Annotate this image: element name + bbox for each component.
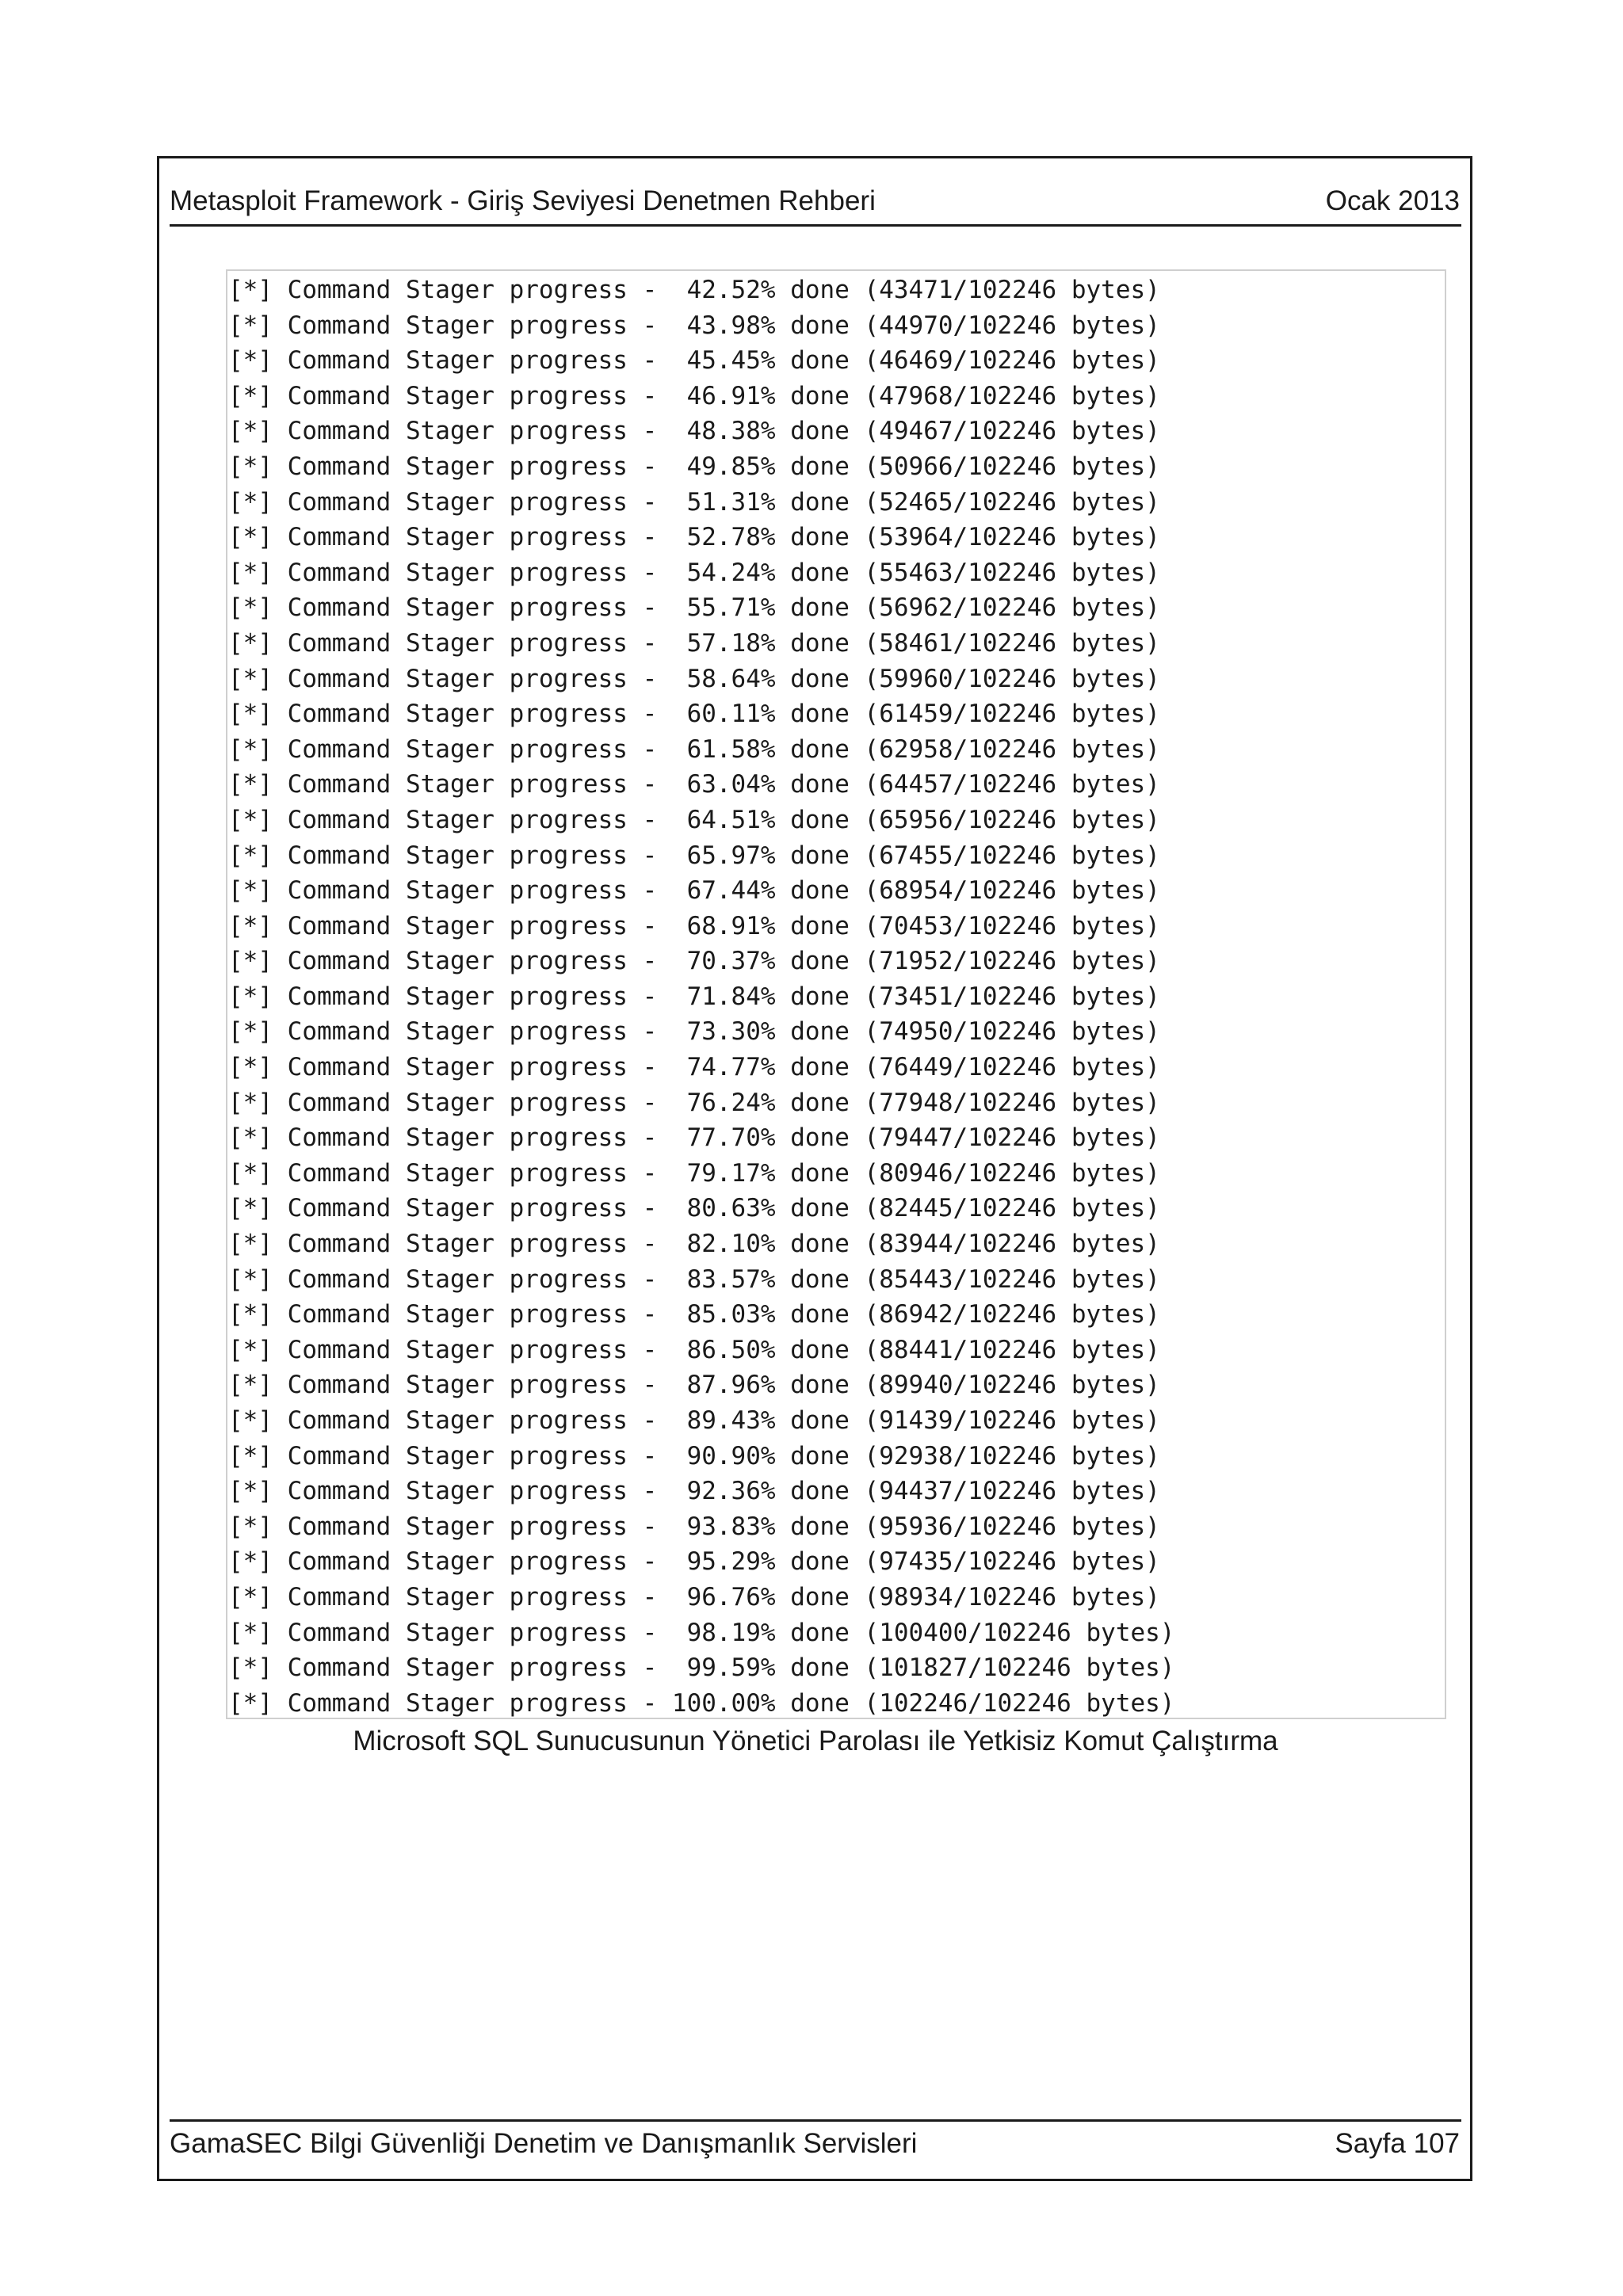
page-number: Sayfa 107 [1335,2128,1460,2159]
code-line: [*] Command Stager progress - 73.30% done (74950/102246 bytes) [228,1017,1160,1047]
code-line: [*] Command Stager progress - 76.24% done (77948/102246 bytes) [228,1088,1160,1117]
code-line: [*] Command Stager progress - 57.18% done (58461/102246 bytes) [228,628,1160,658]
code-line: [*] Command Stager progress - 63.04% done (64457/102246 bytes) [228,770,1160,799]
code-line: [*] Command Stager progress - 77.70% done (79447/102246 bytes) [228,1123,1160,1153]
code-line: [*] Command Stager progress - 100.00% done (102246/102246 bytes) [228,1688,1175,1718]
code-line: [*] Command Stager progress - 89.43% done (91439/102246 bytes) [228,1406,1160,1435]
code-line: [*] Command Stager progress - 68.91% done (70453/102246 bytes) [228,911,1160,940]
code-line: [*] Command Stager progress - 52.78% done (53964/102246 bytes) [228,523,1160,552]
code-line: [*] Command Stager progress - 80.63% done (82445/102246 bytes) [228,1194,1160,1223]
code-line: [*] Command Stager progress - 45.45% done (46469/102246 bytes) [228,346,1160,376]
code-line: [*] Command Stager progress - 87.96% done (89940/102246 bytes) [228,1371,1160,1400]
code-line: [*] Command Stager progress - 86.50% done (88441/102246 bytes) [228,1335,1160,1364]
code-line: [*] Command Stager progress - 64.51% done (65956/102246 bytes) [228,805,1160,834]
footer-divider [170,2119,1461,2122]
code-line: [*] Command Stager progress - 65.97% done (67455/102246 bytes) [228,841,1160,870]
code-line: [*] Command Stager progress - 98.19% done (100400/102246 bytes) [228,1618,1175,1647]
code-line: [*] Command Stager progress - 82.10% done (83944/102246 bytes) [228,1230,1160,1259]
code-line: [*] Command Stager progress - 99.59% done (101827/102246 bytes) [228,1653,1175,1683]
code-line: [*] Command Stager progress - 90.90% done (92938/102246 bytes) [228,1441,1160,1470]
code-line: [*] Command Stager progress - 43.98% done (44970/102246 bytes) [228,311,1160,340]
code-line: [*] Command Stager progress - 51.31% done (52465/102246 bytes) [228,487,1160,517]
code-line: [*] Command Stager progress - 46.91% done (47968/102246 bytes) [228,381,1160,410]
code-line: [*] Command Stager progress - 48.38% done (49467/102246 bytes) [228,417,1160,446]
code-line: [*] Command Stager progress - 93.83% done (95936/102246 bytes) [228,1512,1160,1541]
code-line: [*] Command Stager progress - 60.11% done (61459/102246 bytes) [228,700,1160,729]
page-header [170,181,1460,222]
code-line: [*] Command Stager progress - 92.36% done (94437/102246 bytes) [228,1477,1160,1506]
code-line: [*] Command Stager progress - 67.44% done (68954/102246 bytes) [228,876,1160,906]
document-date: Ocak 2013 [1325,185,1460,216]
page-footer [170,2123,1460,2164]
document-title: Metasploit Framework - Giriş Seviyesi Denetmen Rehberi [170,185,876,216]
figure-caption: Microsoft SQL Sunucusunun Yönetici Parolası ile Yetkisiz Komut Çalıştırma [353,1726,1278,1756]
code-line: [*] Command Stager progress - 70.37% done (71952/102246 bytes) [228,947,1160,976]
code-line: [*] Command Stager progress - 79.17% done (80946/102246 bytes) [228,1158,1160,1188]
header-divider [170,224,1461,227]
code-line: [*] Command Stager progress - 42.52% done (43471/102246 bytes) [228,276,1160,304]
code-listing [228,273,1174,1721]
code-line: [*] Command Stager progress - 61.58% done (62958/102246 bytes) [228,734,1160,764]
code-line: [*] Command Stager progress - 58.64% done (59960/102246 bytes) [228,664,1160,693]
code-line: [*] Command Stager progress - 83.57% done (85443/102246 bytes) [228,1264,1160,1294]
code-line: [*] Command Stager progress - 85.03% done (86942/102246 bytes) [228,1300,1160,1329]
code-line: [*] Command Stager progress - 95.29% done (97435/102246 bytes) [228,1547,1160,1577]
footer-company: GamaSEC Bilgi Güvenliği Denetim ve Danışmanlık Servisleri [170,2128,918,2159]
code-line: [*] Command Stager progress - 74.77% done (76449/102246 bytes) [228,1053,1160,1082]
code-line: [*] Command Stager progress - 71.84% done (73451/102246 bytes) [228,982,1160,1011]
code-line: [*] Command Stager progress - 55.71% done (56962/102246 bytes) [228,593,1160,623]
code-line: [*] Command Stager progress - 54.24% done (55463/102246 bytes) [228,558,1160,587]
code-line: [*] Command Stager progress - 49.85% done (50966/102246 bytes) [228,452,1160,481]
code-line: [*] Command Stager progress - 96.76% done (98934/102246 bytes) [228,1582,1160,1611]
